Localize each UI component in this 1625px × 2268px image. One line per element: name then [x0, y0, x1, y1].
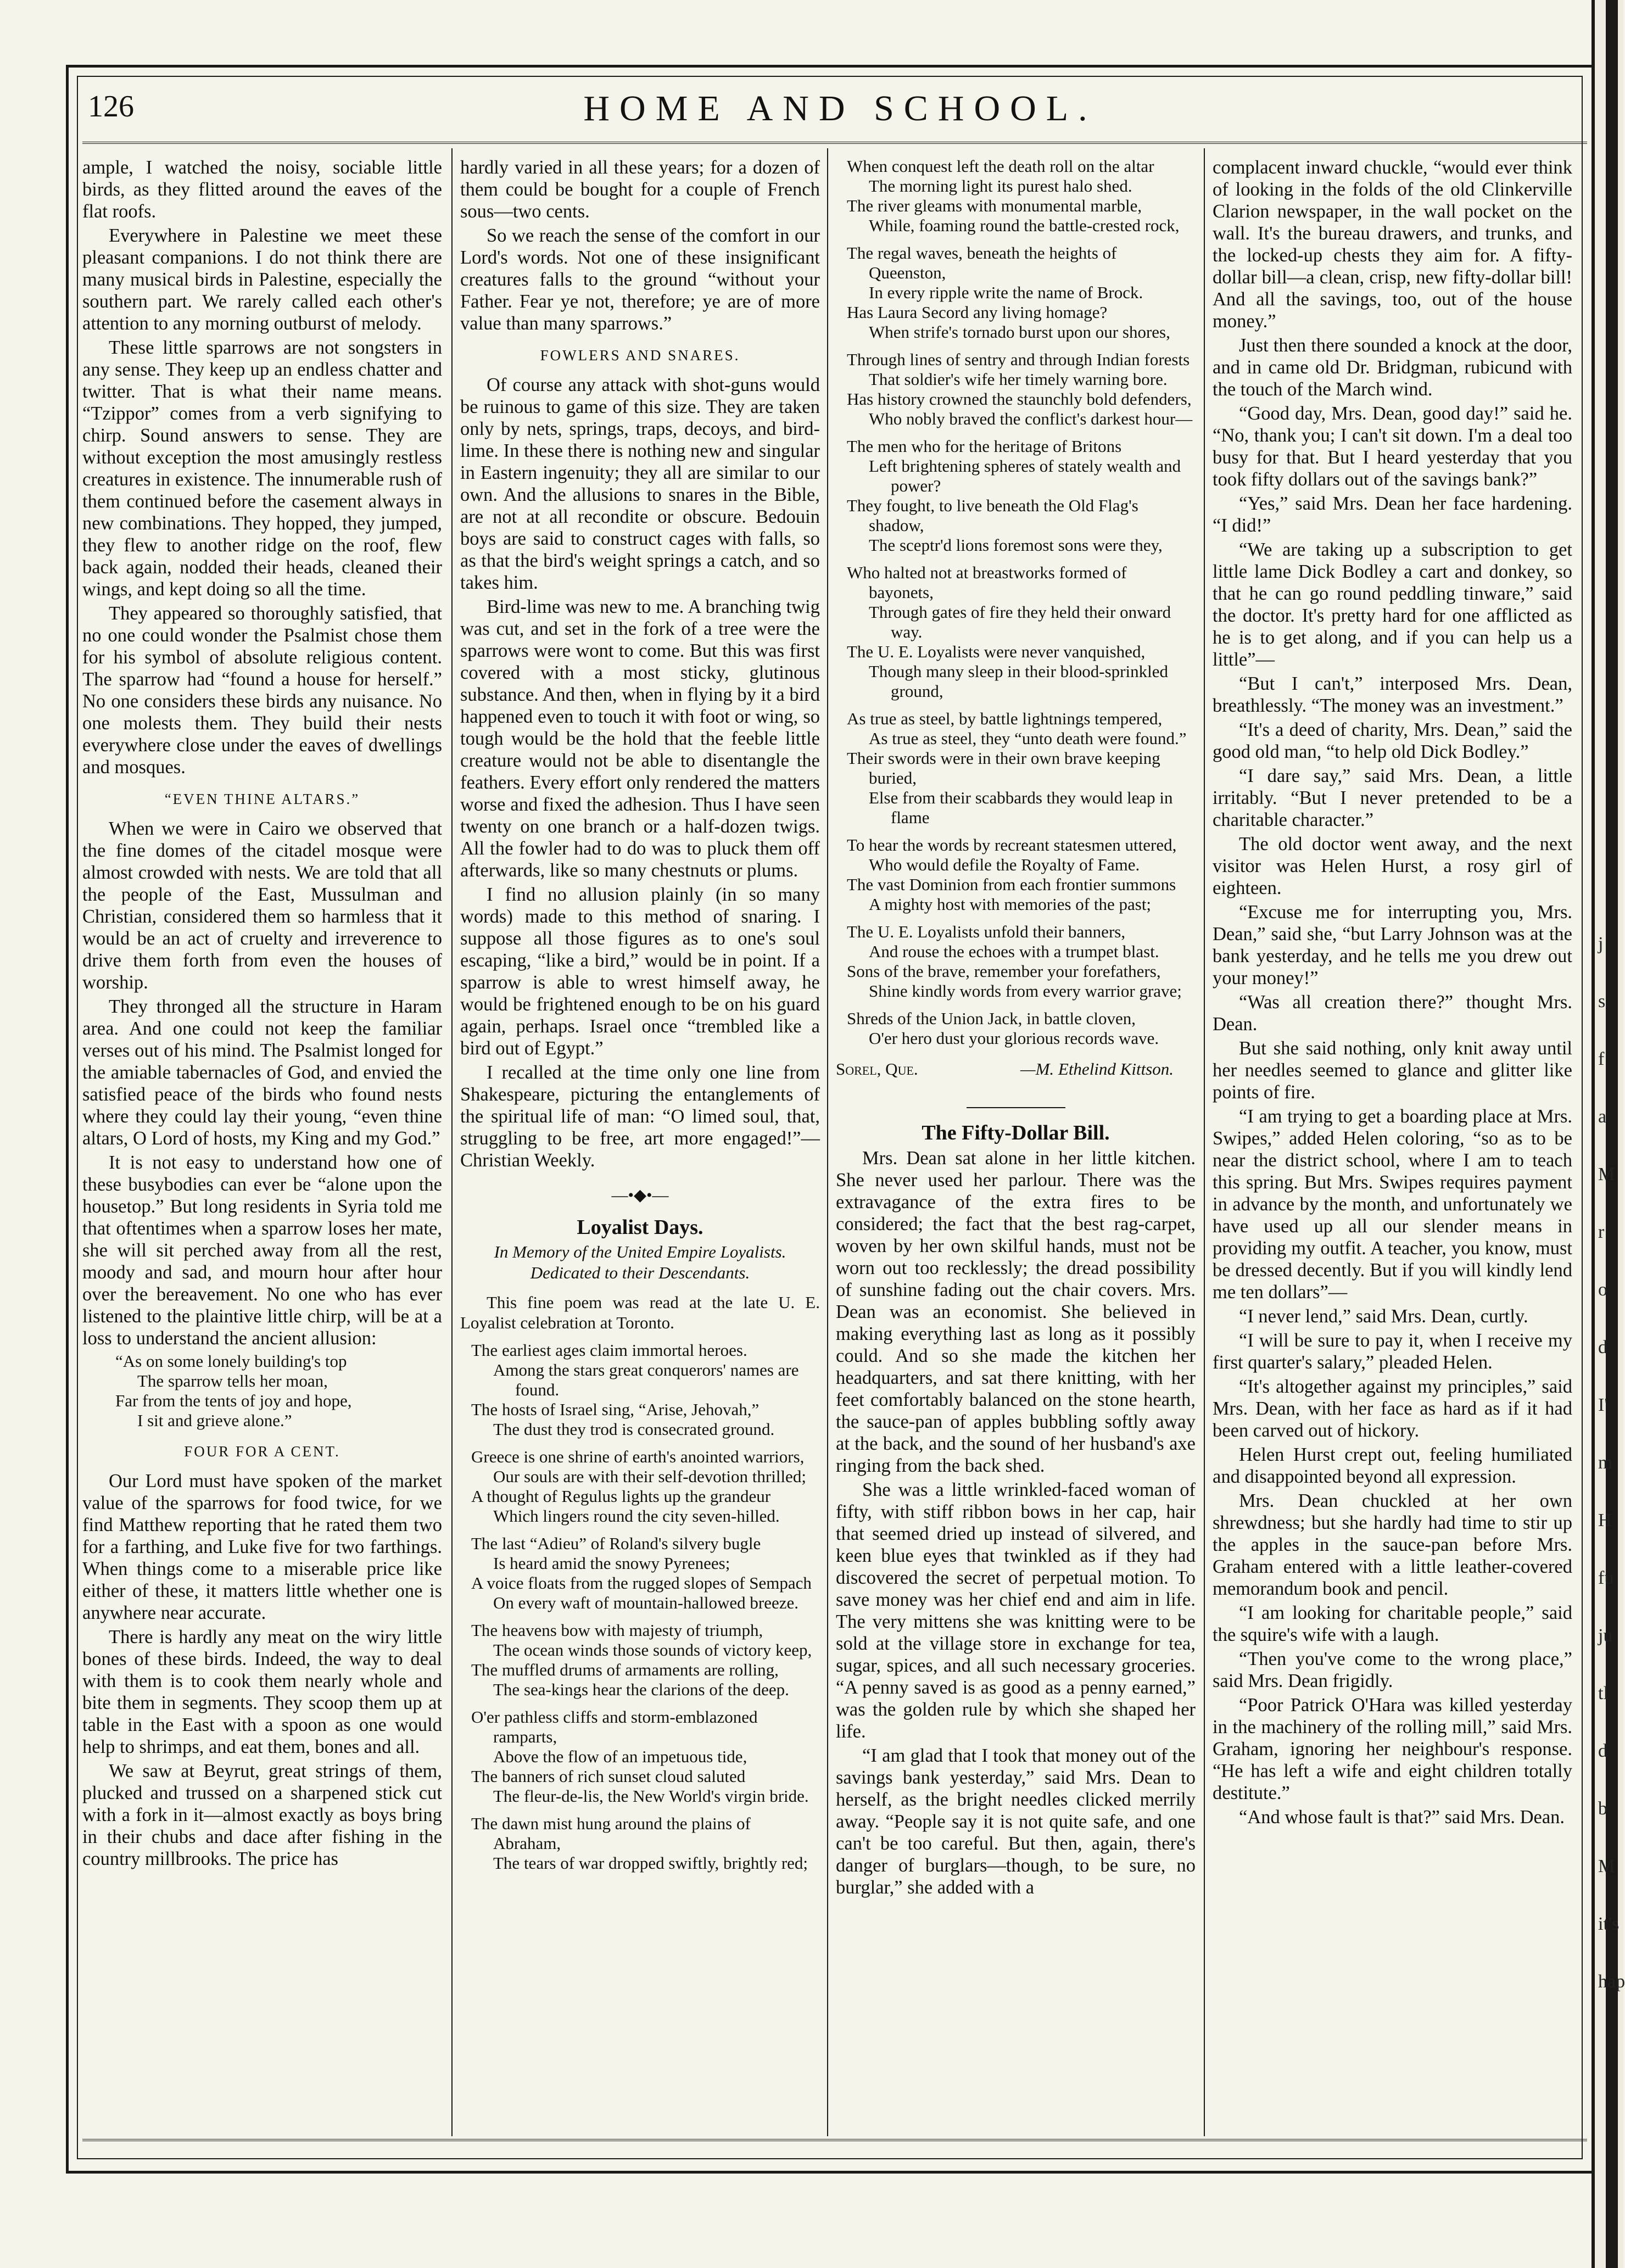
verse-line: “As on some lonely building's top — [115, 1351, 347, 1371]
edge-fragment: hap — [1598, 1971, 1625, 1992]
poem-line: The dust they trod is consecrated ground. — [493, 1420, 775, 1439]
paragraph: Our Lord must have spoken of the market value of the sparrows for food twice, for we find Matthew reporting that he rated them two for a farthing, and Luke five for two farthings. When things come to a miserable price like either of these, it matters little whether one is anywhere near accurate. — [82, 1471, 442, 1623]
poem-stanzas — [460, 1340, 820, 1873]
poem-line: The fleur-de-lis, the New World's virgin bride. — [493, 1786, 809, 1806]
poem-line: The men who for the heritage of Britons — [847, 437, 1122, 456]
poem-signature — [836, 1058, 1196, 1080]
poem-line: Through lines of sentry and through Indian forests — [847, 350, 1190, 369]
verse-line: The sparrow tells her moan, — [137, 1371, 328, 1390]
paragraph: Just then there sounded a knock at the door, and in came old Dr. Bridgman, rubicund with the touch of the March wind. — [1213, 335, 1572, 400]
poem-line: To hear the words by recreant statesmen uttered, — [847, 835, 1177, 854]
poem-line: The muffled drums of armaments are rolling, — [471, 1660, 779, 1679]
poem-line: Who halted not at breastworks formed of bayonets, — [847, 563, 1127, 602]
section-heading: FOWLERS AND SNARES. — [540, 347, 740, 364]
paragraph: “I never lend,” said Mrs. Dean, curtly. — [1239, 1306, 1528, 1327]
bottom-rule — [82, 2139, 1587, 2141]
column-rule — [827, 148, 828, 2136]
poem-line: Who nobly braved the conflict's darkest hour— — [869, 409, 1193, 428]
poem-author: —M. Ethelind Kittson. — [1020, 1059, 1174, 1079]
paragraph: “But I can't,” interposed Mrs. Dean, breathlessly. “The money was an investment.” — [1213, 673, 1572, 716]
paragraph: Bird-lime was new to me. A branching twig was cut, and set in the fork of a tree were the sparrows were wont to come. But this was first covered with a most sticky, glutinous substance. And then, when in flying by it a bird happened even to touch it with foot or wing, so tough would be the hold that the feeble little creature would not be able to disentangle the feathers. Every effort only rendered the matters worse and fixed the adhesion. Thus I have seen twenty on one branch or a half-dozen twigs. All the fowler had to do was to pluck them off afterwards, like so many chestnuts or plums. — [460, 596, 820, 881]
edge-fragment: r — [1598, 1222, 1605, 1242]
paragraph: I find no allusion plainly (in so many words) made to this method of snaring. I suppose all those figures as to one's soul escaping, “like a bird,” would be in point. If a sparrow is able to wrest himself away, he would be frightened enough to be on his guard again, perhaps. Israel once “trembled like a bird out of Egypt.” — [460, 884, 820, 1059]
page-header — [82, 82, 1598, 129]
poem-line: A thought of Regulus lights up the grandeur — [471, 1487, 771, 1506]
edge-fragment: d — [1598, 1337, 1607, 1358]
next-page-edge — [1592, 0, 1623, 2268]
edge-fragment: tl — [1598, 1683, 1609, 1703]
edge-fragment: H — [1598, 1510, 1612, 1530]
poem-line: The dawn mist hung around the plains of Abraham, — [471, 1814, 751, 1853]
poem-line: Sons of the brave, remember your forefathers, — [847, 962, 1161, 981]
paragraph: Mrs. Dean sat alone in her little kitchen. She never used her parlour. There was the extravagance of the extra fires to be considered; the fact that the best rag-carpet, woven by her own skilful hands, must not be worn out too recklessly; the dread possibility of sunshine fading out the chair covers. Mrs. Dean was an economist. She believed in making everything last as long as it possibly could. And so she made the kitchen her headquarters, and sat there knitting, with her feet comfortably balanced on the stone hearth, the sauce-pan of apples bubbling softly away at the back, and the sound of her husband's axe ringing from the back shed. — [836, 1148, 1196, 1476]
page-number: 126 — [88, 90, 134, 124]
edge-fragment: j — [1598, 934, 1604, 954]
paragraph: “I am glad that I took that money out of the savings bank yesterday,” said Mrs. Dean to herself, as the bright needles clicked merrily away. “People say it is not quite safe, and one can't be too careful. But then, again, there's danger of burglars—though, to be sure, no burglar,” she added with a — [836, 1745, 1196, 1898]
story-title: The Fifty-Dollar Bill. — [922, 1121, 1110, 1144]
subtitle-line: In Memory of the United Empire Loyalists. — [494, 1242, 786, 1261]
edge-fragment: s — [1598, 991, 1606, 1012]
paragraph: “It's altogether against my principles,” said Mrs. Dean, with her face as hard as if it had been carved out of hickory. — [1213, 1376, 1572, 1441]
header-rule — [82, 142, 1587, 144]
poem-line: Shreds of the Union Jack, in battle cloven, — [847, 1009, 1136, 1028]
ornament-divider: —•◆•— — [611, 1186, 669, 1204]
paragraph: “Excuse me for interrupting you, Mrs. Dean,” said she, “but Larry Johnson was at the bank yesterday, and he tells me you drew out your money!” — [1213, 902, 1572, 988]
paragraph: Mrs. Dean chuckled at her own shrewdness; but she hardly had time to stir up the apples in the sauce-pan before Mrs. Graham entered with a little leather-covered memorandum book and pencil. — [1213, 1490, 1572, 1599]
paragraph: We saw at Beyrut, great strings of them, plucked and trussed on a sharpened stick cut with a fork in it—almost exactly as boys bring in their chubs and dace after fishing in the country millbrooks. The price has — [82, 1761, 442, 1869]
paragraph: “Was all creation there?” thought Mrs. Dean. — [1213, 992, 1572, 1035]
paragraph: Everywhere in Palestine we meet these pleasant companions. I do not think there are many musical birds in Palestine, especially the southern part. We rarely called each other's attention to any morning outburst of melody. — [82, 225, 442, 334]
paragraph: But she said nothing, only knit away until her needles seemed to glance and glitter like points of fire. — [1213, 1038, 1572, 1103]
paragraph: The old doctor went away, and the next visitor was Helen Hurst, a rosy girl of eighteen. — [1213, 834, 1572, 898]
poem-line: As true as steel, they “unto death were found.” — [869, 729, 1187, 748]
poem-line: The banners of rich sunset cloud saluted — [471, 1767, 746, 1786]
edge-fragment: M — [1598, 1856, 1615, 1876]
edge-fragment: I' — [1598, 1395, 1608, 1415]
paragraph: Of course any attack with shot-guns would be ruinous to game of this size. They are taken only by nets, springs, traps, decoys, and bird-lime. In these there is nothing new and singular in Eastern ingenuity; they all are similar to our own. And the allusions to snares in the Bible, are not at all recondite or obscure. Bedouin boys are said to construct cages with falls, so as that the bird's weight springs a catch, and so takes him. — [460, 375, 820, 593]
poem-line: The ocean winds those sounds of victory keep, — [493, 1640, 812, 1660]
poem-title: Loyalist Days. — [577, 1216, 703, 1239]
edge-fragment: it's — [1598, 1914, 1620, 1934]
verse-quote — [104, 1351, 442, 1431]
poem-line: The regal waves, beneath the heights of Queenston, — [847, 243, 1117, 282]
paragraph: “I am trying to get a boarding place at Mrs. Swipes,” added Helen coloring, “so as to be near the district school, where I am to teach this spring. But Mrs. Swipes requires payment in advance by the month, and unfortunately we have used up all our slender means in providing my outfit. A teacher, you know, must be dressed decently. But if you will kindly lend me ten dollars”— — [1213, 1106, 1572, 1303]
poem-line: A voice floats from the rugged slopes of Sempach — [471, 1573, 812, 1593]
poem-line: The heavens bow with majesty of triumph, — [471, 1621, 763, 1640]
paragraph: “It's a deed of charity, Mrs. Dean,” said the good old man, “to help old Dick Bodley.” — [1213, 719, 1572, 762]
poem-line: The hosts of Israel sing, “Arise, Jehovah,” — [471, 1400, 760, 1419]
poem-line: As true as steel, by battle lightnings tempered, — [847, 709, 1163, 728]
paragraph: So we reach the sense of the comfort in our Lord's words. Not one of these insignificant creatures falls to the ground “without your Father. Fear ye not, therefore; ye are of more value than many sparrows.” — [460, 225, 820, 334]
edge-fragment: d — [1598, 1741, 1607, 1761]
poem-line: The tears of war dropped swiftly, brightly red; — [493, 1853, 808, 1873]
poem-line: Has history crowned the staunchly bold defenders, — [847, 389, 1192, 409]
poem-line: Greece is one shrine of earth's anointed warriors, — [471, 1447, 805, 1466]
poem-line: The morning light its purest halo shed. — [869, 176, 1132, 195]
poem-subtitle — [460, 1242, 820, 1283]
paragraph: hardly varied in all these years; for a dozen of them could be bought for a couple of French sous—two cents. — [460, 157, 820, 222]
poem-line: When conquest left the death roll on the altar — [847, 157, 1154, 176]
poem-line: Who would defile the Royalty of Fame. — [869, 855, 1140, 874]
column-3 — [836, 157, 1196, 2122]
paragraph: These little sparrows are not songsters in any sense. They keep up an endless chatter and twitter. That is what their name means. “Tzippor” comes from a verb signifying to chirp. Sound answers to sense. They are without exception the most amusingly restless creatures in existence. The innumerable rush of them continued before the casement always in new combinations. They hopped, they jumped, they flew to another ridge on the roof, flew back again, nodded their heads, cleaned their wings, and kept doing so all the time. — [82, 337, 442, 600]
section-heading: FOUR FOR A CENT. — [184, 1443, 340, 1460]
paragraph: “Poor Patrick O'Hara was killed yesterday in the machinery of the rolling mill,” said Mrs. Graham, ignoring her neighbour's response. “He has left a wife and eight children totally destitute.” — [1213, 1695, 1572, 1803]
poem-line: Shine kindly words from every warrior grave; — [869, 981, 1182, 1001]
column-2 — [460, 157, 820, 2122]
paragraph: I recalled at the time only one line from Shakespeare, picturing the entanglements of the spiritual life of man: “O limed soul, that, struggling to be free, art more engaged!”—Christian Weekly. — [460, 1062, 820, 1171]
paragraph: There is hardly any meat on the wiry little bones of these birds. Indeed, the way to deal with them is to cook them nearly whole and bite them in segments. They scoop them up at table in the East with a spoon as one would help to shrimps, and eat them, bones and all. — [82, 1627, 442, 1757]
poem-line: They fought, to live beneath the Old Flag's shadow, — [847, 496, 1138, 535]
paragraph: “And whose fault is that?” said Mrs. Dean. — [1239, 1807, 1565, 1828]
edge-fragment: o — [1598, 1280, 1607, 1300]
verse-line: Far from the tents of joy and hope, — [115, 1391, 352, 1410]
poem-line: Through gates of fire they held their onward way. — [869, 602, 1171, 641]
poem-line: Above the flow of an impetuous tide, — [493, 1747, 747, 1766]
column-4 — [1213, 157, 1572, 2122]
column-rule — [1204, 148, 1205, 2136]
paragraph: complacent inward chuckle, “would ever think of looking in the folds of the old Clinkerville Clarion newspaper, in the wall pocket on the wall. It's the bureau drawers, and trunks, and the locked-up chests they aim for. A fifty-dollar bill—a clean, crisp, new fifty-dollar bill! And all the savings, too, out of the house money.” — [1213, 157, 1572, 332]
poem-line: The sceptr'd lions foremost sons were they, — [869, 535, 1163, 555]
poem-line: A mighty host with memories of the past; — [869, 895, 1152, 914]
paragraph: “Yes,” said Mrs. Dean her face hardening. “I did!” — [1213, 493, 1572, 536]
edge-fragment: a — [1598, 1107, 1607, 1127]
edge-fragment: m — [1598, 1453, 1613, 1473]
running-head: HOME AND SCHOOL. — [583, 88, 1097, 129]
poem-stanzas — [836, 157, 1196, 1048]
column-rule — [451, 148, 453, 2136]
poem-line: O'er hero dust your glorious records wave. — [869, 1029, 1159, 1048]
poem-line: The river gleams with monumental marble, — [847, 196, 1142, 215]
poem-line: The U. E. Loyalists were never vanquished, — [847, 642, 1146, 661]
edge-fragment: f — [1598, 1049, 1605, 1069]
poem-line: That soldier's wife her timely warning bore. — [869, 370, 1168, 389]
section-heading: “EVEN THINE ALTARS.” — [164, 791, 360, 807]
poem-line: Their swords were in their own brave keeping buried, — [847, 748, 1160, 787]
edge-fragment: ju — [1598, 1625, 1613, 1646]
paragraph: “Good day, Mrs. Dean, good day!” said he. “No, thank you; I can't sit down. I'm a deal too busy for that. But I heard yesterday that you took fifty dollars out of the savings bank?” — [1213, 403, 1572, 490]
poem-line: The last “Adieu” of Roland's silvery bugle — [471, 1534, 761, 1553]
poem-line: Though many sleep in their blood-sprinkled ground, — [869, 662, 1168, 701]
poem-place: Sorel, Que. — [836, 1059, 918, 1079]
poem-line: Our souls are with their self-devotion thrilled; — [493, 1467, 806, 1486]
paragraph: When we were in Cairo we observed that the fine domes of the citadel mosque were almost crowded with nests. We are told that all the people of the East, Mussulman and Christian, considered them so harmless that it would be an act of cruelty and irreverence to drive them forth from even the houses of worship. — [82, 818, 442, 993]
paragraph: They thronged all the structure in Haram area. And one could not keep the familiar verses out of his mind. The Psalmist longed for the amiable tabernacles of God, and envied the satisfied peace of the birds who found nests where they could lay their young, “even thine altars, O Lord of hosts, my King and my God.” — [82, 996, 442, 1149]
paragraph: “I am looking for charitable people,” said the squire's wife with a laugh. — [1213, 1602, 1572, 1645]
poem-line: The earliest ages claim immortal heroes. — [471, 1340, 747, 1360]
paragraph: “I will be sure to pay it, when I receive my first quarter's salary,” pleaded Helen. — [1213, 1330, 1572, 1373]
paragraph: It is not easy to understand how one of these busybodies can ever be “alone upon the housetop.” But long residents in Syria told me that oftentimes when a sparrow loses her mate, she will sit perched away from all the rest, moody and sad, and mourn hour after hour over the bereavement. No one who has ever listened to the plaintive little chirp, will be at a loss to understand the ancient allusion: — [82, 1152, 442, 1349]
paragraph: ample, I watched the noisy, sociable little birds, as they flitted around the eaves of the flat roofs. — [82, 157, 442, 222]
poem-line: While, foaming round the battle-crested rock, — [869, 216, 1180, 235]
subtitle-line: Dedicated to their Descendants. — [530, 1263, 750, 1282]
poem-intro: This fine poem was read at the late U. E. Loyalist celebration at Toronto. — [460, 1293, 820, 1332]
verse-line: I sit and grieve alone.” — [137, 1411, 292, 1430]
poem-line: On every waft of mountain-hallowed breeze. — [493, 1593, 799, 1612]
paragraph: Helen Hurst crept out, feeling humiliated and disappointed beyond all expression. — [1213, 1444, 1572, 1487]
poem-line: Left brightening spheres of stately wealth and power? — [869, 456, 1181, 495]
poem-line: The vast Dominion from each frontier summons — [847, 875, 1176, 894]
poem-line: Else from their scabbards they would leap in flame — [869, 788, 1173, 827]
poem-line: In every ripple write the name of Brock. — [869, 283, 1143, 302]
poem-line: And rouse the echoes with a trumpet blast. — [869, 942, 1159, 961]
poem-line: When strife's tornado burst upon our shores, — [869, 322, 1170, 342]
column-1 — [82, 157, 442, 2122]
paragraph: “I dare say,” said Mrs. Dean, a little irritably. “But I never pretended to be a charitable character.” — [1213, 766, 1572, 830]
poem-line: Is heard amid the snowy Pyrenees; — [493, 1554, 730, 1573]
rule-divider — [836, 1092, 1196, 1114]
edge-fragment: b — [1598, 1798, 1607, 1819]
poem-line: Which lingers round the city seven-hilled. — [493, 1506, 780, 1526]
edge-fragment: M — [1598, 1164, 1615, 1185]
paragraph: She was a little wrinkled-faced woman of fifty, with stiff ribbon bows in her cap, hair that seemed dried up instead of silvered, and keen blue eyes that twinkled as if they had discovered the secret of perpetual motion. To save money was her chief end and aim in life. The very mittens she was knitting were to be sold at the village store in exchange for tea, sugar, spices, and all such necessary groceries. “A penny saved is as good as a penny earned,” was the golden rule by which she shaped her life. — [836, 1479, 1196, 1742]
edge-fragment: fu — [1598, 1568, 1614, 1588]
paragraph: “Then you've come to the wrong place,” said Mrs. Dean frigidly. — [1213, 1649, 1572, 1691]
paragraph: “We are taking up a subscription to get little lame Dick Bodley a cart and donkey, so that he can go round peddling tinware,” said the doctor. It's pretty hard for one afflicted as he is to get along, and if you can help us a little”— — [1213, 539, 1572, 670]
poem-line: The sea-kings hear the clarions of the deep. — [493, 1680, 789, 1699]
paragraph: They appeared so thoroughly satisfied, that no one could wonder the Psalmist chose them for his symbol of absolute religious content. The sparrow had “found a house for herself.” No one considers these birds any nuisance. No one molests them. They build their nests everywhere close under the eaves of dwellings and mosques. — [82, 603, 442, 778]
poem-line: The U. E. Loyalists unfold their banners, — [847, 922, 1126, 941]
poem-line: Among the stars great conquerors' names are found. — [493, 1360, 799, 1399]
poem-line: O'er pathless cliffs and storm-emblazoned ramparts, — [471, 1707, 758, 1746]
poem-line: Has Laura Secord any living homage? — [847, 303, 1108, 322]
